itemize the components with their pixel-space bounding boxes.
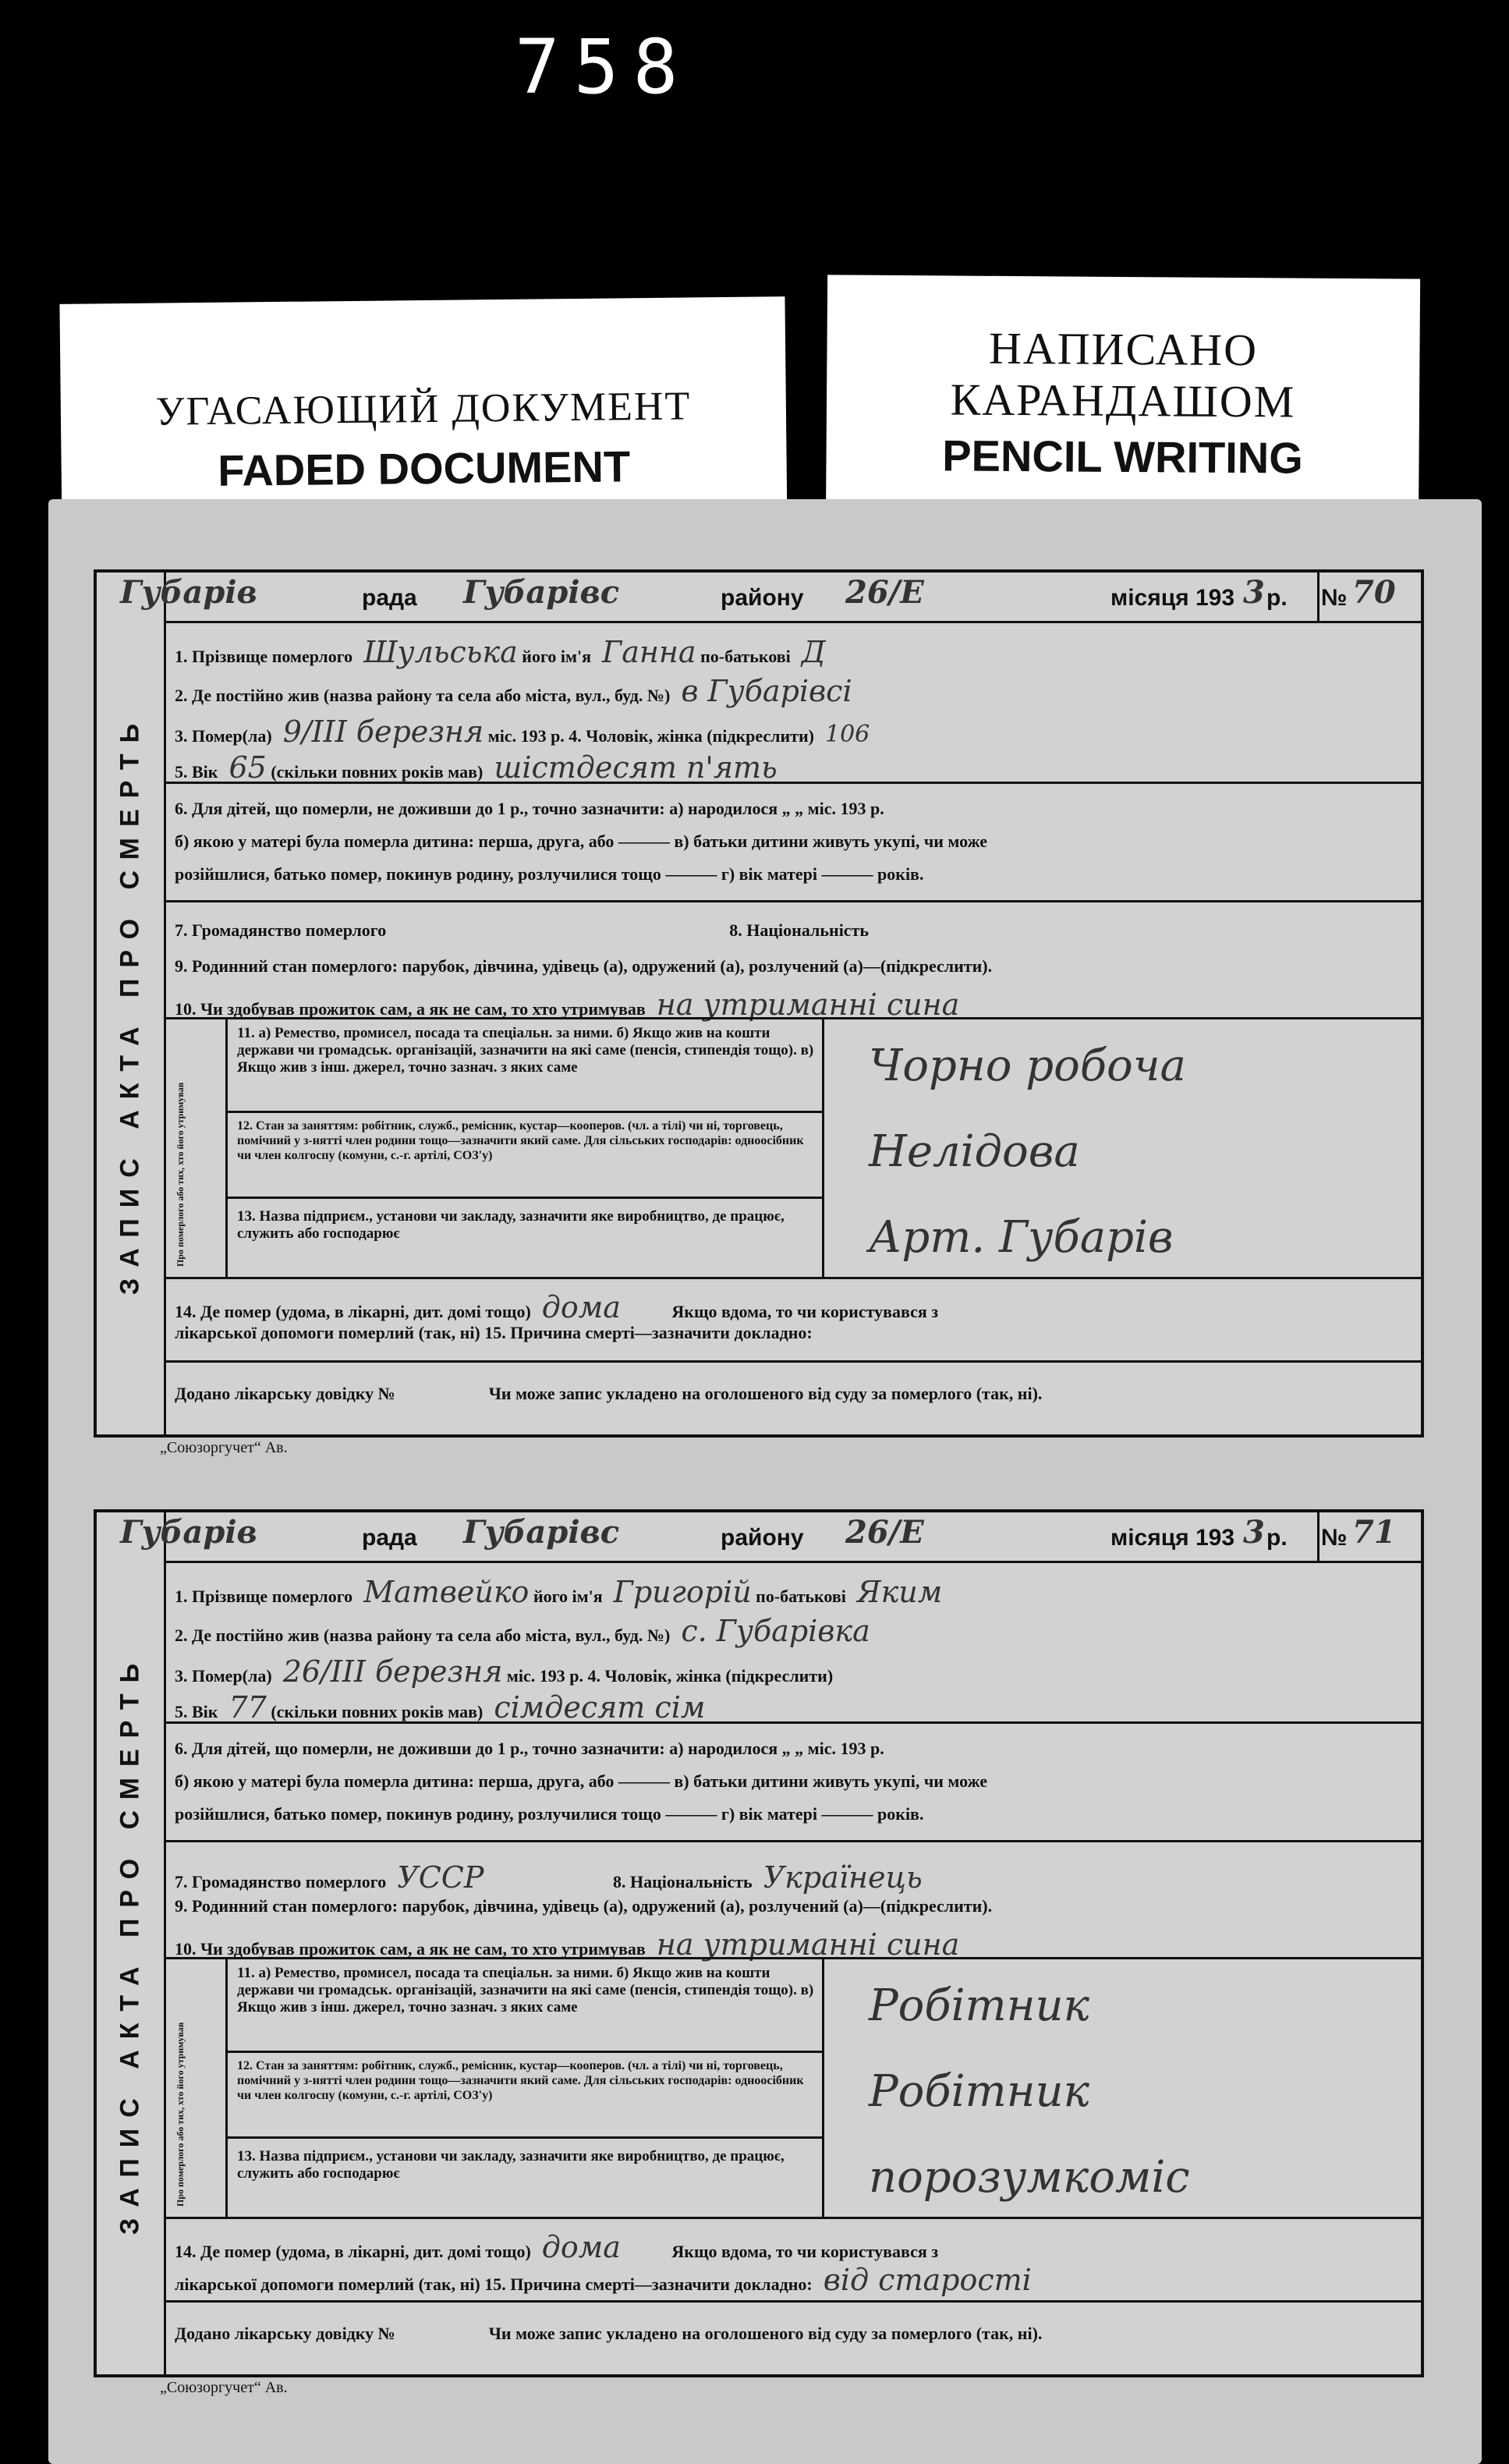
occupation-handwriting: Робітник <box>869 1980 1089 2031</box>
line-15: лікарської допомоги померлий (так, ні) 15. Причина смерті—зазначити докладно: від старості <box>175 2263 1032 2297</box>
line-5: 5. Вік 77 (скільки повних років мав) сімдесят сім <box>175 1690 706 1725</box>
death-record-a <box>94 569 1424 1438</box>
line-16: Додано лікарську довідку № Чи може запис укладено на оголошеного від суду за померлого (так, ні). <box>175 1384 1043 1403</box>
line-1: 1. Прізвище померлого Шульська його ім'я Ганна по-батькові Д <box>175 635 826 669</box>
raion-label: району <box>721 585 804 611</box>
month-label: місяця 193 <box>1110 1525 1235 1551</box>
line-3: 3. Помер(ла) 9/III березня міс. 193 р. 4. Чоловік, жінка (підкреслити) 106 <box>175 714 870 749</box>
line-2: 2. Де постійно жив (назва району та села або міста, вул., буд. №) в Губарівсі <box>175 674 852 708</box>
label-12: 12. Стан за заняттям: робітник, служб., ремісник, кустар—кооперов. (чл. а тілі) чи ні, торговець, помічний у з-нятті член родини тощо—зазначити який саме. Для сільських господарів: одноосібник чи член колгоспу (комуни, с.-г. артілі, СОЗ'у) <box>237 2059 804 2102</box>
patronymic-handwriting: Д <box>801 635 826 669</box>
rada-handwriting: Губарів <box>120 1514 257 1551</box>
place-handwriting: дома <box>541 2230 621 2264</box>
number-label: № <box>1321 585 1348 611</box>
r-label: р. <box>1266 1525 1288 1551</box>
line-7: 7. Громадянство померлого 8. Національність <box>175 920 870 940</box>
supported-by-label: Про померлого або тих, хто його утримував <box>175 2022 186 2207</box>
notice-ru: УГАСАЮЩИЙ ДОКУМЕНТ <box>155 384 692 434</box>
age-words-handwriting: шістдесят п'ять <box>494 750 778 785</box>
rada-handwriting: Губарів <box>120 574 257 611</box>
raion-handwriting: 26/Е <box>845 1514 924 1551</box>
line-10: 10. Чи здобував прожиток сам, а як не сам, то хто утримував на утриманні сина <box>175 1927 960 1962</box>
line-15: лікарської допомоги померлий (так, ні) 15. Причина смерті—зазначити докладно: <box>175 1323 813 1342</box>
line-14: 14. Де помер (удома, в лікарні, дит. домі тощо) дома Якщо вдома, то чи користувався з <box>175 2230 939 2264</box>
residence-handwriting: с. Губарівка <box>681 1614 870 1648</box>
line-9: 9. Родинний стан померлого: парубок, дівчина, удівець (а), одружений (а), розлучений (а)—(підкреслити). <box>175 1896 993 1916</box>
line-1: 1. Прізвище померлого Матвейко його ім'я Григорій по-батькові Яким <box>175 1575 943 1609</box>
rada-label: рада <box>362 585 417 611</box>
line-3: 3. Помер(ла) 26/III березня міс. 193 р. 4. Чоловік, жінка (підкреслити) <box>175 1654 834 1689</box>
line-16: Додано лікарську довідку № Чи може запис укладено на оголошеного від суду за померлого (так, ні). <box>175 2324 1043 2343</box>
status-handwriting: Робітник <box>869 2066 1089 2117</box>
residence-handwriting: в Губарівсі <box>681 674 852 708</box>
line-6c: розійшлися, батько помер, покинув родину, розлучилися тощо ——— г) вік матері ——— років. <box>175 864 924 884</box>
line-6: 6. Для дітей, що померли, не доживши до 1 р., точно зазначити: а) народилося „ „ міс. 193 р. <box>175 799 884 818</box>
name-handwriting: Ганна <box>602 635 696 669</box>
citizenship-handwriting: УССР <box>397 1860 484 1895</box>
side-number-handwriting: 106 <box>824 721 870 748</box>
surname-handwriting: Шульська <box>363 635 518 669</box>
death-date-handwriting: 26/III березня <box>282 1654 503 1689</box>
raion-label: району <box>721 1525 804 1551</box>
notice-en: PENCIL WRITING <box>942 431 1304 483</box>
line-6b: б) якою у матері була померла дитина: перша, друга, або ——— в) батьки дитини живуть укупі, чи може <box>175 1771 987 1791</box>
pencil-writing-notice <box>826 275 1420 536</box>
workplace-handwriting: Арт. Губарів <box>869 1212 1174 1263</box>
place-handwriting: дома <box>541 1290 621 1324</box>
line-5: 5. Вік 65 (скільки повних років мав) шістдесят п'ять <box>175 750 778 785</box>
rada2-handwriting: Губарівс <box>463 574 620 611</box>
label-13: 13. Назва підприєм., установи чи закладу, зазначити яке виробництво, де працює, служить або господарює <box>237 2148 785 2182</box>
line-2: 2. Де постійно жив (назва району та села або міста, вул., буд. №) с. Губарівка <box>175 1614 870 1648</box>
record-header <box>97 573 1421 621</box>
patronymic-handwriting: Яким <box>856 1575 943 1609</box>
label-12: 12. Стан за заняттям: робітник, служб., ремісник, кустар—кооперов. (чл. а тілі) чи ні, торговець, помічний у з-нятті член родини тощо—зазначити який саме. Для сільських господарів: одноосібник чи член колгоспу (комуни, с.-г. артілі, СОЗ'у) <box>237 1119 804 1162</box>
age-handwriting: 65 <box>228 750 267 785</box>
side-title: ЗАПИС АКТА ПРО СМЕРТЬ <box>97 1512 166 2374</box>
death-record-b <box>94 1509 1424 2377</box>
frame-number: 758 <box>515 23 693 111</box>
name-handwriting: Григорій <box>613 1575 752 1609</box>
line-6: 6. Для дітей, що померли, не доживши до 1 р., точно зазначити: а) народилося „ „ міс. 193 р. <box>175 1739 884 1758</box>
side-title: ЗАПИС АКТА ПРО СМЕРТЬ <box>97 573 166 1434</box>
occupation-handwriting: Чорно робоча <box>869 1041 1186 1091</box>
notice-ru-1: НАПИСАНО <box>988 322 1259 376</box>
age-words-handwriting: сімдесят сім <box>494 1690 706 1725</box>
month-label: місяця 193 <box>1110 585 1235 611</box>
supported-by-label: Про померлого або тих, хто його утримував <box>175 1082 186 1267</box>
line-10: 10. Чи здобував прожиток сам, а як не сам, то хто утримував на утриманні сина <box>175 987 960 1022</box>
surname-handwriting: Матвейко <box>363 1575 530 1609</box>
label-11: 11. а) Ремество, промисел, посада та спеціальн. за ними. б) Якщо жив на кошти держави чи громадськ. організацій, зазначити на які саме (пенсія, стипендія тощо). в) Якщо жив з інш. джерел, точно зазнач. з яких саме <box>237 1025 814 1076</box>
line-6c: розійшлися, батько помер, покинув родину, розлучилися тощо ——— г) вік матері ——— років. <box>175 1804 924 1824</box>
line-7: 7. Громадянство померлого УССР 8. Національність Українець <box>175 1860 923 1895</box>
printer-footer-b: „Союзоргучет“ Ав. <box>160 2379 288 2396</box>
printer-footer-a: „Союзоргучет“ Ав. <box>160 1439 288 1456</box>
line-6b: б) якою у матері була померла дитина: перша, друга, або ——— в) батьки дитини живуть укупі, чи може <box>175 831 987 851</box>
number-handwriting: 70 <box>1352 574 1396 611</box>
death-date-handwriting: 9/III березня <box>282 714 484 749</box>
status-handwriting: Нелідова <box>869 1126 1080 1177</box>
age-handwriting: 77 <box>228 1690 267 1725</box>
nationality-handwriting: Українець <box>763 1860 923 1895</box>
label-13: 13. Назва підприєм., установи чи закладу, зазначити яке виробництво, де працює, служить або господарює <box>237 1208 785 1242</box>
supported-handwriting: на утриманні сина <box>656 987 960 1022</box>
workplace-handwriting: порозумкоміс <box>869 2152 1190 2203</box>
raion-handwriting: 26/Е <box>845 574 924 611</box>
year-handwriting: 3 <box>1243 1514 1265 1551</box>
rada-label: рада <box>362 1525 417 1551</box>
line-14: 14. Де помер (удома, в лікарні, дит. домі тощо) дома Якщо вдома, то чи користувався з <box>175 1290 939 1324</box>
label-11: 11. а) Ремество, промисел, посада та спеціальн. за ними. б) Якщо жив на кошти держави чи громадськ. організацій, зазначити на які саме (пенсія, стипендія тощо). в) Якщо жив з інш. джерел, точно зазнач. з яких саме <box>237 1965 814 2016</box>
number-handwriting: 71 <box>1352 1514 1396 1551</box>
notice-en: FADED DOCUMENT <box>217 441 631 495</box>
rada2-handwriting: Губарівс <box>463 1514 620 1551</box>
number-label: № <box>1321 1525 1348 1551</box>
cause-handwriting: від старості <box>823 2263 1032 2297</box>
r-label: р. <box>1266 585 1288 611</box>
year-handwriting: 3 <box>1243 574 1265 611</box>
supported-handwriting: на утриманні сина <box>656 1927 960 1962</box>
notice-ru-2: КАРАНДАШОМ <box>950 374 1296 427</box>
record-header <box>97 1512 1421 1561</box>
line-9: 9. Родинний стан померлого: парубок, дівчина, удівець (а), одружений (а), розлучений (а)—(підкреслити). <box>175 956 993 976</box>
